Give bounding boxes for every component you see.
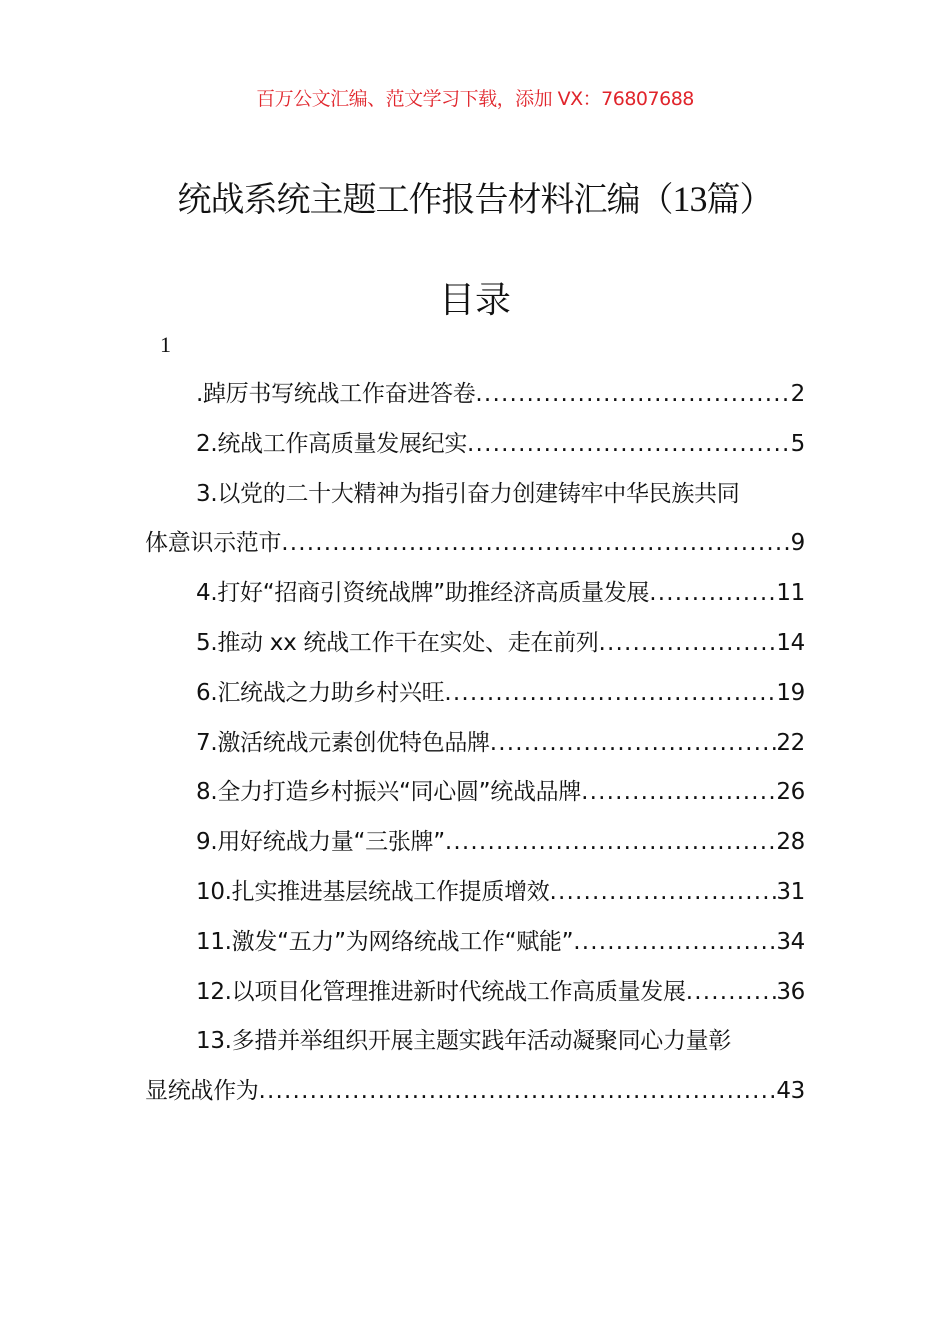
toc-title: 7.激活统战元素创优特色品牌 <box>196 729 490 756</box>
dot-leader <box>444 669 776 719</box>
toc-title: .踔厉书写统战工作奋进答卷 <box>196 381 476 407</box>
toc-page: 2 <box>790 381 805 407</box>
dot-leader <box>581 768 776 818</box>
table-of-contents <box>145 370 805 1117</box>
toc-page: 9 <box>790 530 805 557</box>
toc-entry-10[interactable] <box>145 868 805 918</box>
toc-entry-13-line2[interactable] <box>145 1067 805 1117</box>
toc-entry-3-line1[interactable] <box>145 470 805 520</box>
toc-entry-13-line1[interactable] <box>145 1017 805 1067</box>
toc-heading: 目录 <box>438 280 511 321</box>
toc-entry-9[interactable] <box>145 818 805 868</box>
dot-leader <box>549 868 776 918</box>
title-suffix: 篇） <box>706 180 773 220</box>
dot-leader <box>475 370 790 420</box>
toc-title: 5.推动 xx 统战工作干在实处、走在前列 <box>196 629 599 656</box>
toc-entry-3-line2[interactable] <box>145 519 805 569</box>
toc-page: 34 <box>776 928 805 955</box>
toc-title: 显统战作为 <box>145 1078 259 1105</box>
toc-title: 10.扎实推进基层统战工作提质增效 <box>196 878 550 905</box>
toc-title: 13.多措并举组织开展主题实践年活动凝聚同心力量彰 <box>196 1028 732 1055</box>
toc-page: 14 <box>776 629 805 656</box>
toc-page: 11 <box>776 580 805 607</box>
toc-page: 36 <box>776 978 805 1005</box>
toc-page: 28 <box>776 829 805 856</box>
toc-title: 体意识示范市 <box>145 530 282 557</box>
toc-title: 9.用好统战力量“三张牌” <box>196 829 445 856</box>
toc-entry-1[interactable] <box>145 370 805 420</box>
toc-entry-7[interactable] <box>145 719 805 769</box>
toc-page: 22 <box>776 729 805 756</box>
toc-page: 26 <box>776 779 805 806</box>
toc-title: 4.打好“招商引资统战牌”助推经济高质量发展 <box>196 580 650 607</box>
toc-page: 19 <box>776 679 805 706</box>
toc-page: 43 <box>776 1078 805 1105</box>
dot-leader <box>649 569 776 619</box>
toc-title: 2.统战工作高质量发展纪实 <box>196 430 468 457</box>
dot-leader <box>686 968 777 1018</box>
toc-entry-11[interactable] <box>145 918 805 968</box>
toc-entry-8[interactable] <box>145 768 805 818</box>
toc-title: 8.全力打造乡村振兴“同心圆”统战品牌 <box>196 779 582 806</box>
toc-entry-5[interactable] <box>145 619 805 669</box>
dot-leader <box>467 420 791 470</box>
toc-entry-4[interactable] <box>145 569 805 619</box>
toc-entry-6[interactable] <box>145 669 805 719</box>
watermark-banner: 百万公文汇编、范文学习下载，添加 VX：76807688 <box>256 88 694 110</box>
toc-title: 11.激发“五力”为网络统战工作“赋能” <box>196 928 574 955</box>
dot-leader <box>573 918 776 968</box>
dot-leader <box>281 519 790 569</box>
toc-entry-2[interactable] <box>145 420 805 470</box>
dot-leader <box>599 619 777 669</box>
toc-title: 6.汇统战之力助乡村兴旺 <box>196 679 445 706</box>
dot-leader <box>490 719 777 769</box>
toc-page: 31 <box>776 878 805 905</box>
toc-title: 12.以项目化管理推进新时代统战工作高质量发展 <box>196 978 686 1005</box>
title-count: 13 <box>672 179 707 219</box>
dot-leader <box>445 818 776 868</box>
title-text: 统战系统主题工作报告材料汇编（ <box>177 180 673 220</box>
section-marker: 1 <box>160 332 171 357</box>
document-title <box>0 172 950 221</box>
toc-title: 3.以党的二十大精神为指引奋力创建铸牢中华民族共同 <box>196 480 740 507</box>
toc-entry-12[interactable] <box>145 968 805 1018</box>
toc-page: 5 <box>790 430 805 457</box>
dot-leader <box>259 1067 777 1117</box>
